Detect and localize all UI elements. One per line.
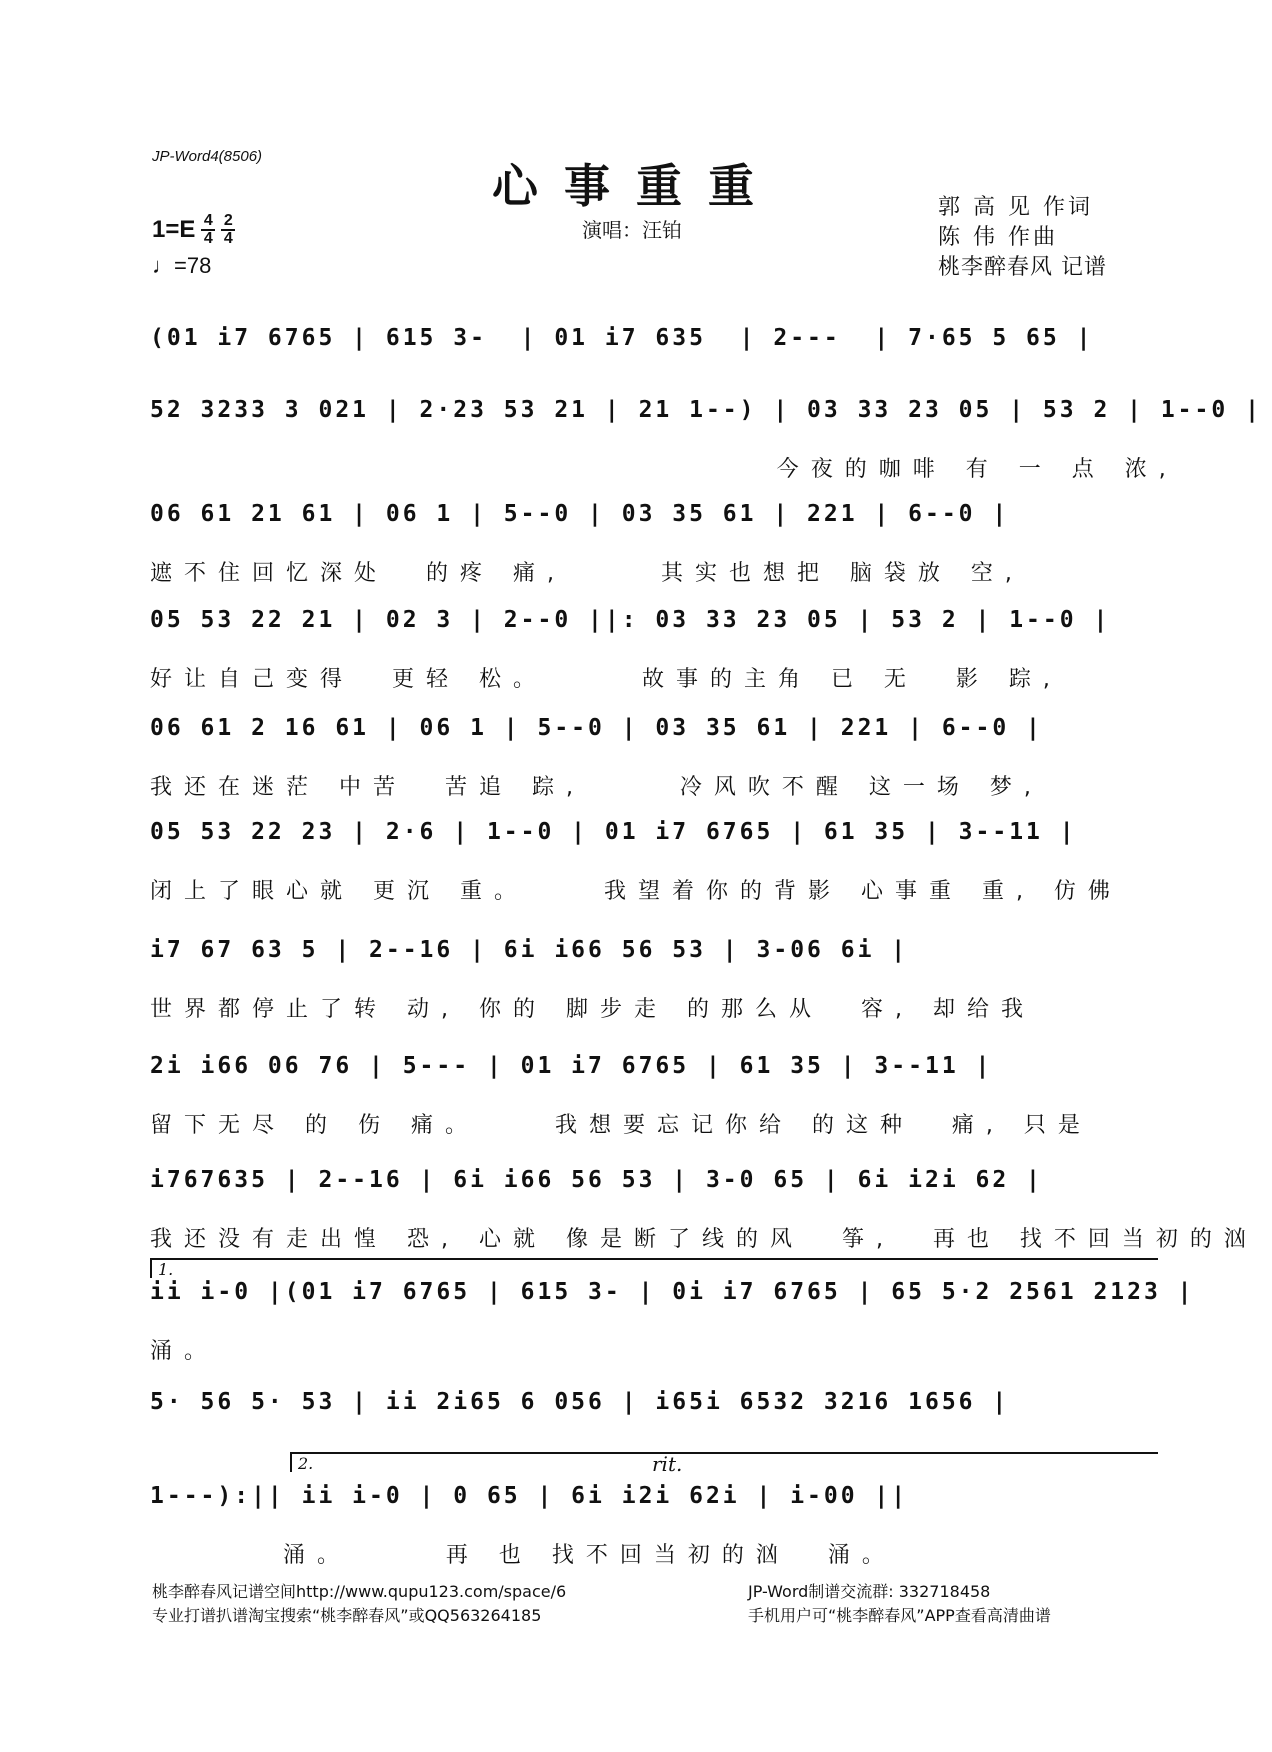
transcriber-credit: 桃李醉春风 记谱	[938, 255, 1107, 280]
software-label: JP-Word4(8506)	[152, 148, 263, 165]
lyrics-line: 我还在迷茫 中苦 苦追 踪, 冷风吹不醒 这一场 梦,	[150, 775, 1043, 800]
lyrics-line: 闭上了眼心就 更沉 重。 我望着你的背影 心事重 重, 仿佛	[150, 879, 1122, 904]
notation-line: 05 53 22 21 | 02 3 | 2--0 ||: 03 33 23 05 | 53 2 | 1--0 |	[150, 607, 1111, 633]
score-system-1	[150, 318, 1130, 384]
lyrics-line: 涌。 再 也 找不回当初的汹 涌。	[150, 1543, 896, 1568]
footer-left	[152, 1580, 566, 1628]
footer-website: 桃李醉春风记谱空间http://www.qupu123.com/space/6	[152, 1582, 567, 1601]
key-signature	[152, 213, 235, 247]
score-system-9	[150, 1160, 1258, 1252]
notation-line: i767635 | 2--16 | 6i i66 56 53 | 3-0 65 | 6i i2i 62 |	[150, 1167, 1043, 1193]
score-system-5	[150, 708, 1130, 800]
notation-line: 52 3233 3 021 | 2·23 53 21 | 21 1--) | 03 33 23 05 | 53 2 | 1--0 |	[150, 397, 1262, 423]
second-ending-bracket: 2.	[290, 1452, 1158, 1472]
lyrics-line: 好让自己变得 更轻 松。 故事的主角 已 无 影 踪,	[150, 667, 1062, 692]
first-ending-bracket: 1.	[150, 1258, 1158, 1278]
notation-line: 05 53 22 23 | 2·6 | 1--0 | 01 i7 6765 | 61 35 | 3--11 |	[150, 819, 1077, 845]
notation-line: ii i-0 |(01 i7 6765 | 615 3- | 0i i7 6765 | 65 5·2 2561 2123 |	[150, 1279, 1195, 1305]
tempo-marking: ♩=78	[152, 253, 212, 278]
notation-line: i7 67 63 5 | 2--16 | 6i i66 56 53 | 3-06 6i |	[150, 937, 909, 963]
notation-line: 06 61 2 16 61 | 06 1 | 5--0 | 03 35 61 | 221 | 6--0 |	[150, 715, 1043, 741]
score-system-7	[150, 930, 1130, 1022]
singer-credit: 演唱：汪铂	[582, 218, 682, 242]
lyrics-line: 世界都停止了转 动, 你的 脚步走 的那么从 容, 却给我	[150, 997, 1035, 1022]
footer-right	[748, 1580, 1051, 1628]
score-system-12	[150, 1476, 1130, 1568]
notation-line: 2i i66 06 76 | 5--- | 01 i7 6765 | 61 35 | 3--11 |	[150, 1053, 993, 1079]
score-system-8	[150, 1046, 1130, 1138]
key-label: 1=E	[152, 216, 196, 243]
score-system-11	[150, 1382, 1130, 1448]
time-signature-2-4: $\frac{2}{4}$	[221, 213, 235, 247]
composer-credit: 陈 伟 作曲	[938, 225, 1058, 250]
lyrics-line: 今夜的咖啡 有 一 点 浓,	[150, 457, 1178, 482]
score-system-4	[150, 600, 1130, 692]
notation-line: 1---):|| ii i-0 | 0 65 | 6i i2i 62i | i-00 ||	[150, 1483, 909, 1509]
footer-taobao: 专业打谱扒谱淘宝搜索“桃李醉春风”或QQ563264185	[152, 1606, 542, 1625]
notation-line: 06 61 21 61 | 06 1 | 5--0 | 03 35 61 | 221 | 6--0 |	[150, 501, 1010, 527]
score-system-3	[150, 494, 1130, 586]
lyrics-line: 我还没有走出惶 恐, 心就 像是断了线的风 筝, 再也 找不回当初的汹	[150, 1227, 1258, 1252]
lyrics-line: 涌。	[150, 1339, 219, 1364]
song-title: 心事重重	[492, 159, 780, 213]
notation-line: 5· 56 5· 53 | ii 2i65 6 056 | i65i 6532 3216 1656 |	[150, 1389, 1010, 1415]
score-system-2	[150, 390, 1262, 482]
footer-app: 手机用户可“桃李醉春风”APP查看高清曲谱	[748, 1606, 1051, 1625]
lyrics-line: 留下无尽 的 伤 痛。 我想要忘记你给 的这种 痛, 只是	[150, 1113, 1092, 1138]
notation-line: (01 i7 6765 | 615 3- | 01 i7 635 | 2--- | 7·65 5 65 |	[150, 325, 1094, 351]
score-system-10	[150, 1272, 1195, 1364]
score-system-6	[150, 812, 1130, 904]
time-signature-4-4: $\frac{4}{4}$	[201, 213, 215, 247]
lyrics-line: 遮不住回忆深处 的疼 痛, 其实也想把 脑袋放 空,	[150, 561, 1024, 586]
lyricist-credit: 郭 高 见 作词	[938, 195, 1093, 220]
footer-group: JP-Word制谱交流群: 332718458	[748, 1582, 991, 1601]
ritardando-marking: rit.	[652, 1452, 683, 1476]
